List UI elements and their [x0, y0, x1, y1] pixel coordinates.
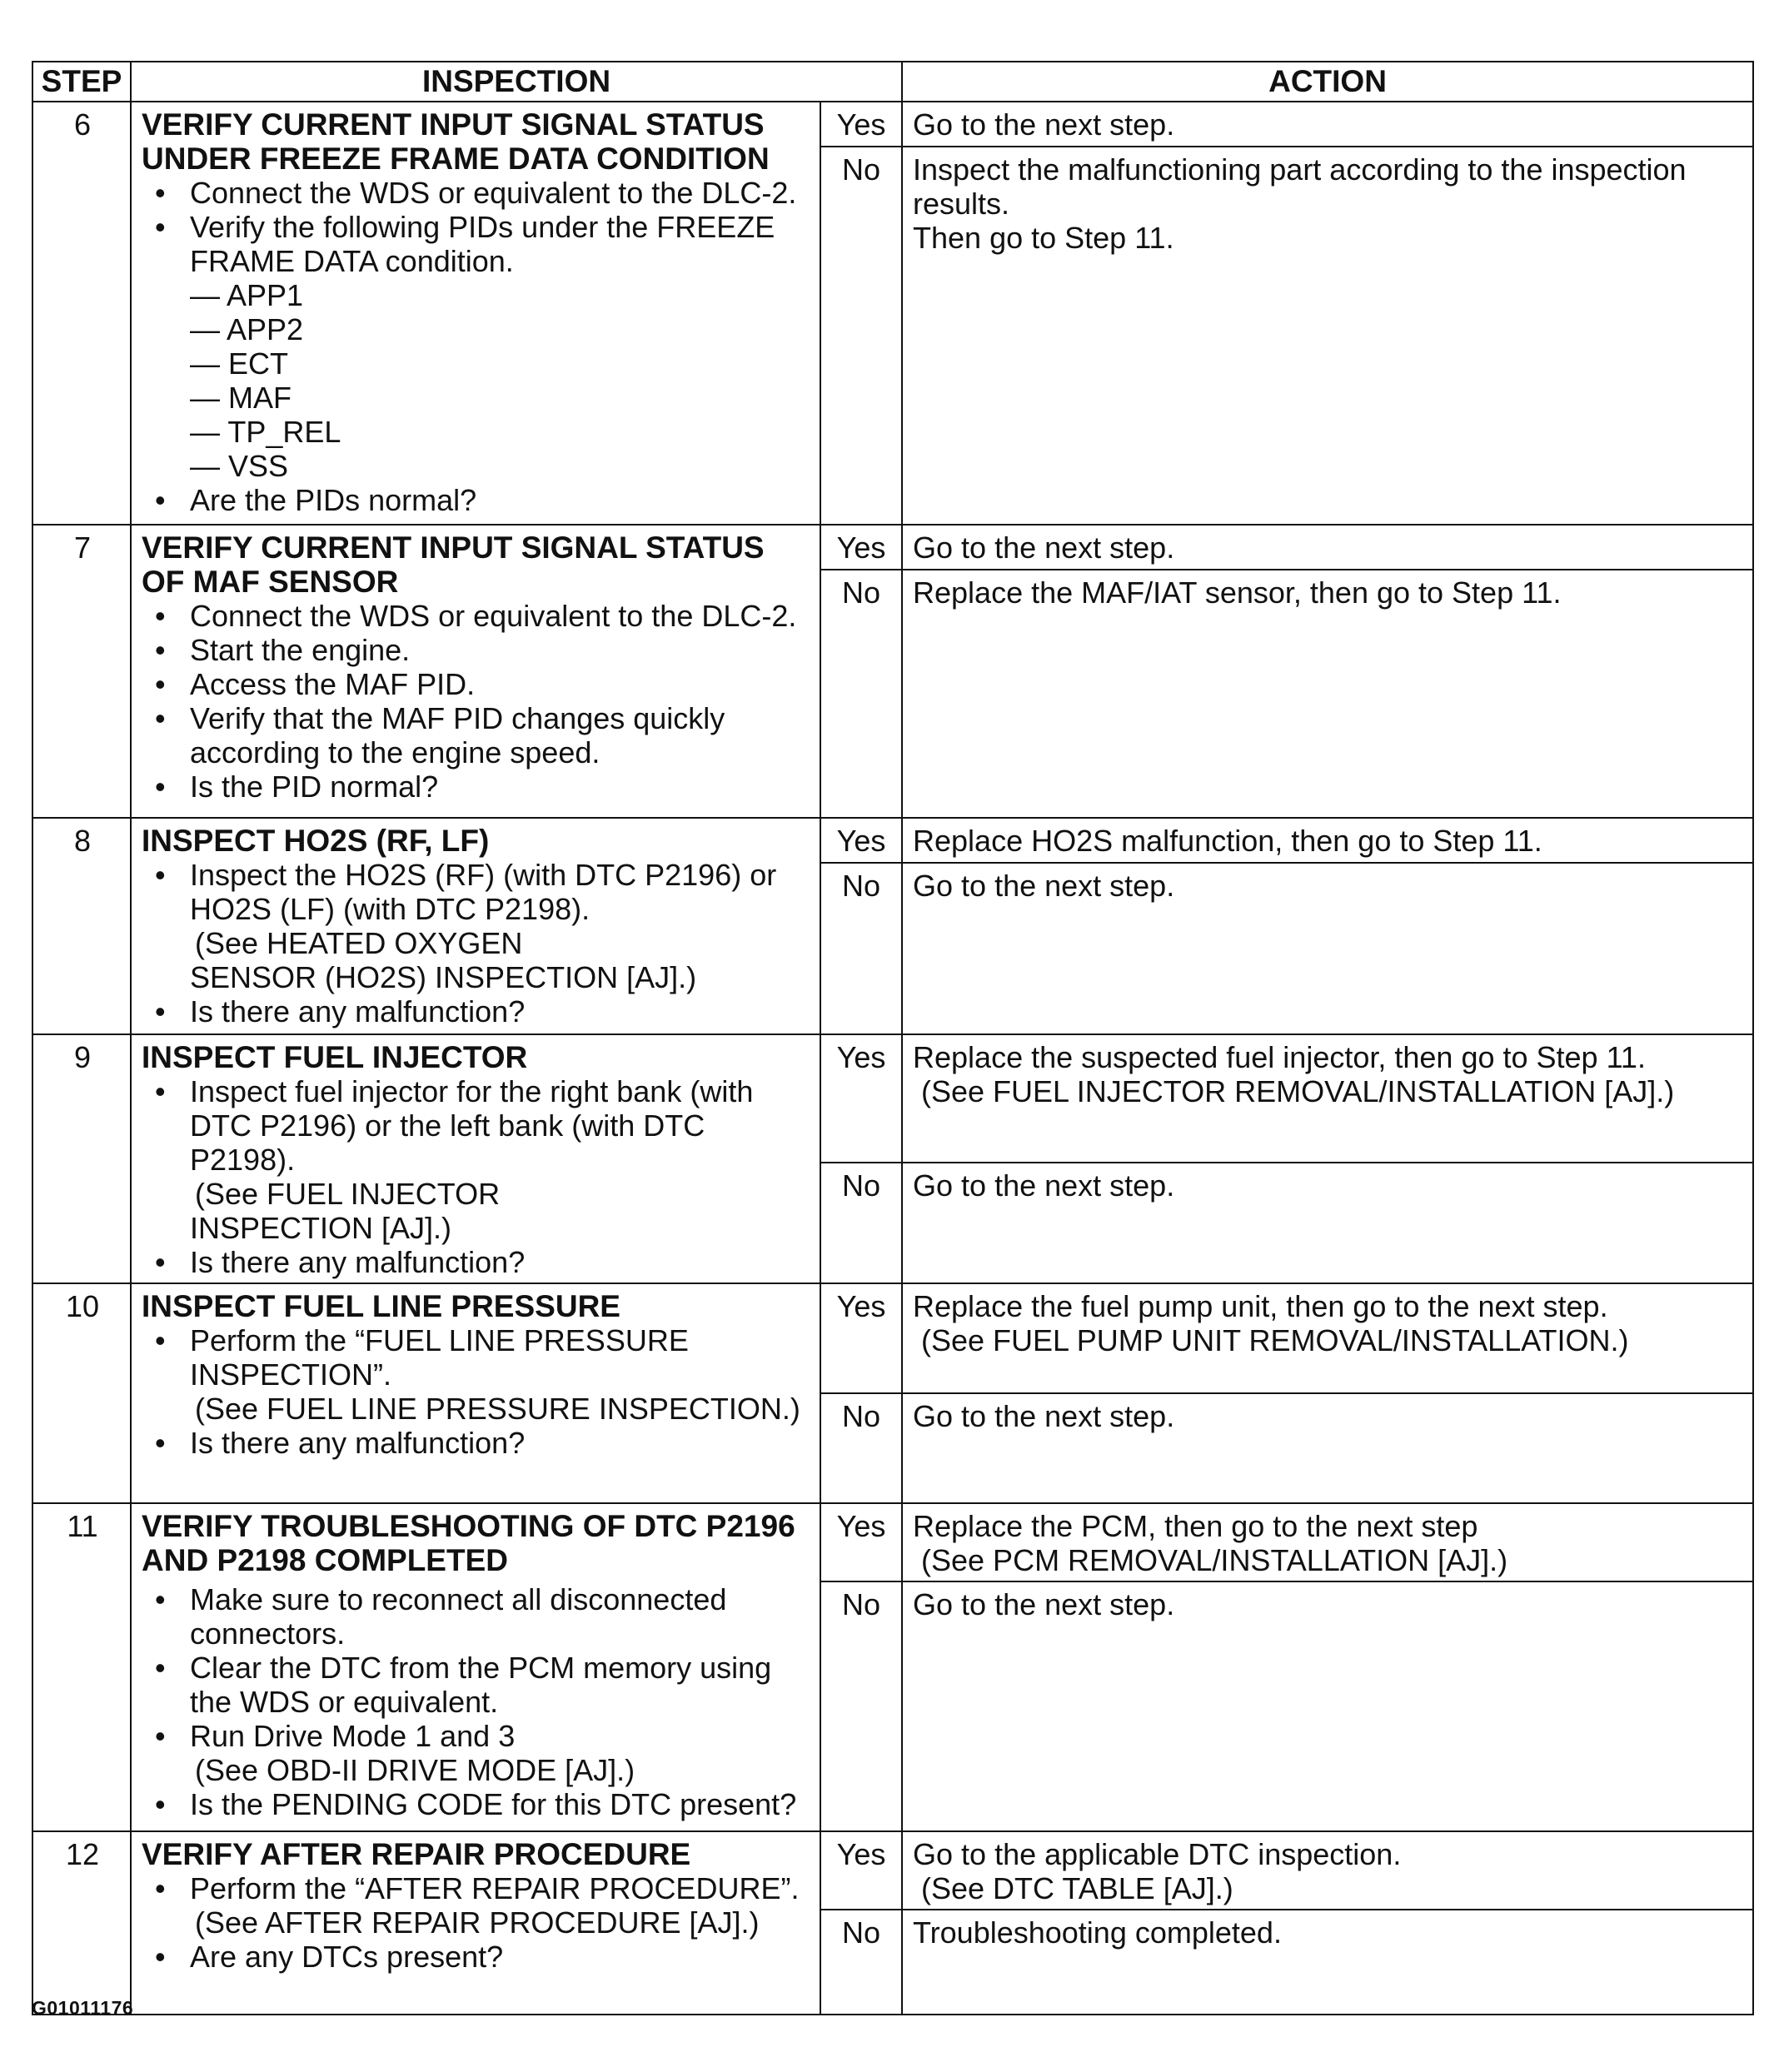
- reference-text: (See FUEL INJECTOR: [195, 1177, 501, 1211]
- figure-id: G01011176: [32, 1997, 134, 2019]
- table-row: [32, 1831, 1753, 1910]
- list-item: [142, 1719, 811, 1787]
- pid-item: — MAF: [190, 381, 292, 415]
- list-item: • Start the engine.: [142, 633, 811, 667]
- yes-label: Yes: [820, 818, 902, 863]
- list-item: • Are any DTCs present?: [142, 1940, 811, 1974]
- list-item: • Is there any malfunction?: [142, 1245, 811, 1279]
- inspection-cell: [131, 1034, 820, 1283]
- reference-text: (See PCM REMOVAL/INSTALLATION [AJ].): [921, 1543, 1508, 1577]
- reference-text: (See HEATED OXYGEN: [195, 926, 523, 960]
- step-number: 12: [32, 1831, 131, 2015]
- yes-action-text: Replace the PCM, then go to the next step: [913, 1509, 1478, 1543]
- header-step: STEP: [32, 62, 131, 102]
- yes-label: Yes: [820, 1034, 902, 1163]
- table-row: [32, 102, 1753, 147]
- table-row: [32, 1283, 1753, 1393]
- inspection-list: [142, 1074, 811, 1279]
- inspection-list: [142, 858, 811, 1029]
- reference-text: SENSOR (HO2S) INSPECTION [AJ].): [190, 960, 697, 994]
- yes-action: Go to the next step.: [902, 525, 1753, 570]
- list-item-text: Verify the following PIDs under the FREEZE FRAME DATA condition.: [190, 210, 775, 278]
- inspection-title: INSPECT HO2S (RF, LF): [142, 824, 490, 858]
- header-row: [32, 62, 1753, 102]
- step-number: 9: [32, 1034, 131, 1283]
- pid-item: — VSS: [190, 449, 289, 483]
- list-item: • Is there any malfunction?: [142, 1426, 811, 1460]
- pid-item: — APP2: [190, 312, 304, 346]
- yes-action: Replace HO2S malfunction, then go to Step 11.: [902, 818, 1753, 863]
- list-item: • Make sure to reconnect all disconnected connectors.: [142, 1582, 811, 1651]
- inspection-list: [142, 1323, 811, 1460]
- yes-action: [902, 1831, 1753, 1910]
- reference-text: (See FUEL INJECTOR REMOVAL/INSTALLATION [AJ].): [921, 1074, 1675, 1108]
- pid-item: — ECT: [190, 346, 289, 381]
- step-number: 7: [32, 525, 131, 818]
- no-label: No: [820, 863, 902, 1034]
- reference-text: (See FUEL PUMP UNIT REMOVAL/INSTALLATION.): [921, 1323, 1629, 1357]
- list-item: [142, 858, 811, 994]
- no-label: No: [820, 147, 902, 525]
- no-action-text: Inspect the malfunctioning part according to the inspection results.: [913, 152, 1687, 221]
- yes-action-text: Replace the fuel pump unit, then go to the next step.: [913, 1289, 1608, 1323]
- pid-item: — APP1: [190, 278, 304, 312]
- yes-label: Yes: [820, 1283, 902, 1393]
- list-item: [142, 210, 811, 483]
- inspection-title: INSPECT FUEL INJECTOR: [142, 1040, 528, 1074]
- header-action: ACTION: [902, 62, 1753, 102]
- no-label: No: [820, 570, 902, 818]
- yes-label: Yes: [820, 1831, 902, 1910]
- reference-text: (See AFTER REPAIR PROCEDURE [AJ].): [195, 1905, 760, 1940]
- no-label: No: [820, 1910, 902, 2015]
- yes-action: [902, 1283, 1753, 1393]
- reference-text: (See DTC TABLE [AJ].): [921, 1871, 1233, 1905]
- table-row: [32, 1034, 1753, 1163]
- list-item: • Is there any malfunction?: [142, 994, 811, 1029]
- yes-action: [902, 1034, 1753, 1163]
- no-action: Go to the next step.: [902, 1163, 1753, 1283]
- inspection-list: [142, 1582, 811, 1821]
- reference-text: (See FUEL LINE PRESSURE INSPECTION.): [195, 1392, 800, 1426]
- inspection-title: VERIFY CURRENT INPUT SIGNAL STATUS UNDER FREEZE FRAME DATA CONDITION: [142, 107, 770, 176]
- inspection-cell: [131, 525, 820, 818]
- list-item: [142, 1074, 811, 1245]
- step-number: 8: [32, 818, 131, 1034]
- yes-action: [902, 1503, 1753, 1581]
- inspection-cell: [131, 1503, 820, 1831]
- list-item-text: • Perform the “AFTER REPAIR PROCEDURE”.: [190, 1871, 800, 1905]
- yes-label: Yes: [820, 1503, 902, 1581]
- reference-text: (See OBD-II DRIVE MODE [AJ].): [195, 1753, 635, 1787]
- list-item: • Connect the WDS or equivalent to the DLC-2.: [142, 176, 811, 210]
- step-number: 11: [32, 1503, 131, 1831]
- list-item-text: • Run Drive Mode 1 and 3: [190, 1719, 516, 1753]
- reference-text: INSPECTION [AJ].): [190, 1211, 452, 1245]
- inspection-cell: [131, 1283, 820, 1503]
- troubleshooting-table: [32, 61, 1754, 2015]
- list-item: • Verify that the MAF PID changes quickly according to the engine speed.: [142, 701, 811, 770]
- list-item: • Is the PENDING CODE for this DTC present?: [142, 1787, 811, 1821]
- inspection-list: [142, 1871, 811, 1974]
- no-action: Troubleshooting completed.: [902, 1910, 1753, 2015]
- table-row: [32, 525, 1753, 570]
- inspection-cell: [131, 102, 820, 525]
- table-row: [32, 1503, 1753, 1581]
- list-item: • Access the MAF PID.: [142, 667, 811, 701]
- no-action-text: Then go to Step 11.: [913, 221, 1174, 255]
- inspection-title: VERIFY AFTER REPAIR PROCEDURE: [142, 1837, 691, 1871]
- header-inspection: INSPECTION: [131, 62, 902, 102]
- inspection-cell: [131, 818, 820, 1034]
- yes-action-text: Go to the applicable DTC inspection.: [913, 1837, 1402, 1871]
- inspection-cell: [131, 1831, 820, 2015]
- no-action: [902, 147, 1753, 525]
- no-action: Go to the next step.: [902, 1581, 1753, 1831]
- yes-action-text: Replace the suspected fuel injector, then go to Step 11.: [913, 1040, 1646, 1074]
- inspection-title: VERIFY CURRENT INPUT SIGNAL STATUS OF MAF SENSOR: [142, 530, 765, 599]
- no-action: Go to the next step.: [902, 1393, 1753, 1503]
- list-item: • Is the PID normal?: [142, 770, 811, 804]
- list-item: • Are the PIDs normal?: [142, 483, 811, 517]
- list-item: • Clear the DTC from the PCM memory using the WDS or equivalent.: [142, 1651, 811, 1719]
- list-item: [142, 1871, 811, 1940]
- step-number: 10: [32, 1283, 131, 1503]
- no-action: Go to the next step.: [902, 863, 1753, 1034]
- no-label: No: [820, 1163, 902, 1283]
- pid-list: [190, 278, 811, 483]
- inspection-list: [142, 599, 811, 804]
- list-item: • Connect the WDS or equivalent to the DLC-2.: [142, 599, 811, 633]
- inspection-title: VERIFY TROUBLESHOOTING OF DTC P2196 AND P2198 COMPLETED: [142, 1509, 795, 1577]
- pid-item: — TP_REL: [190, 415, 341, 449]
- no-label: No: [820, 1581, 902, 1831]
- inspection-title: INSPECT FUEL LINE PRESSURE: [142, 1289, 620, 1323]
- no-label: No: [820, 1393, 902, 1503]
- table-row: [32, 818, 1753, 863]
- yes-label: Yes: [820, 525, 902, 570]
- list-item-text: • Perform the “FUEL LINE PRESSURE INSPECTION”.: [190, 1323, 689, 1392]
- list-item-text: • Inspect the HO2S (RF) (with DTC P2196) or HO2S (LF) (with DTC P2198).: [190, 858, 777, 926]
- no-action: Replace the MAF/IAT sensor, then go to Step 11.: [902, 570, 1753, 818]
- list-item: [142, 1323, 811, 1426]
- yes-label: Yes: [820, 102, 902, 147]
- yes-action: Go to the next step.: [902, 102, 1753, 147]
- step-number: 6: [32, 102, 131, 525]
- list-item-text: • Inspect fuel injector for the right bank (with DTC P2196) or the left bank (with DTC P2198).: [190, 1074, 754, 1177]
- inspection-list: [142, 176, 811, 517]
